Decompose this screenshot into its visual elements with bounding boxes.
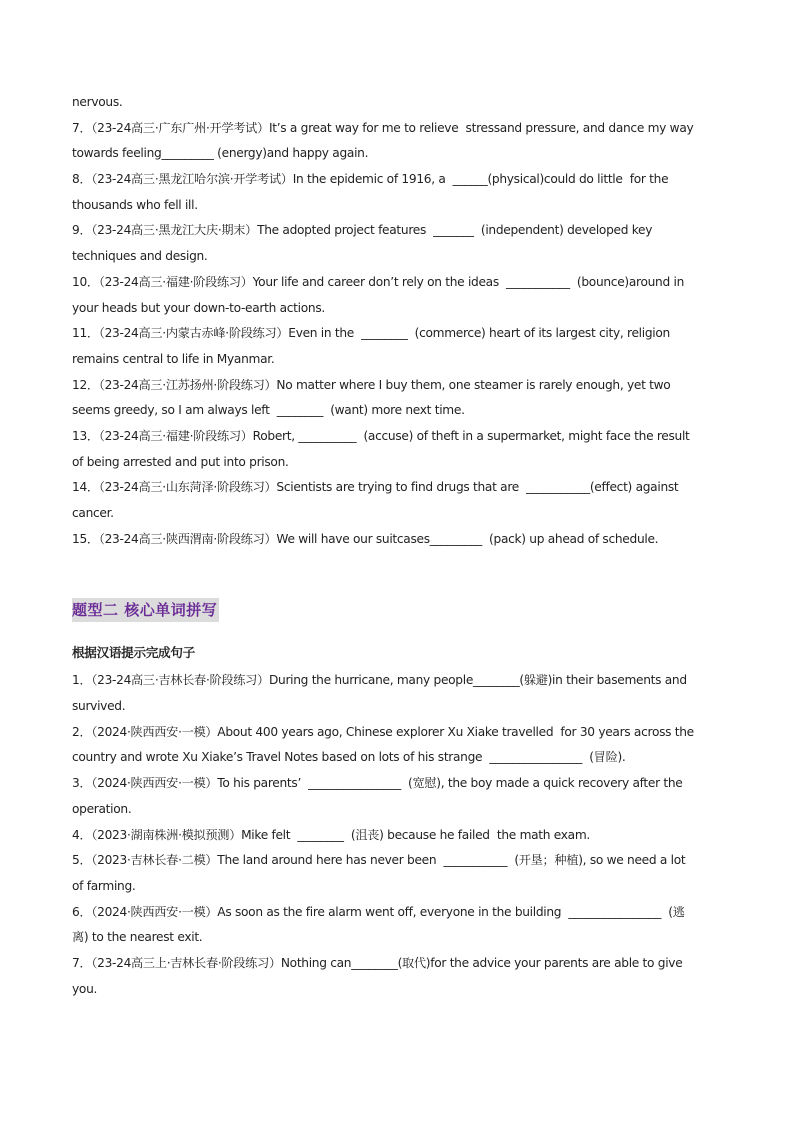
text-line: seems greedy, so I am always left ________ (want) more next time.	[72, 403, 465, 418]
exercise-list-part2	[72, 668, 724, 1002]
text-line: techniques and design.	[72, 249, 208, 264]
question-7: 7．（23-24高三·广东广州·开学考试）It’s a great way for me to relieve stressand pressure, and dance my way	[72, 120, 694, 135]
question-12: 12．（23-24高三·江苏扬州·阶段练习）No matter where I buy them, one steamer is rarely enough, yet two	[72, 377, 671, 392]
question-2: 2．（2024·陕西西安·一模）About 400 years ago, Chinese explorer Xu Xiake travelled for 30 years across the	[72, 724, 694, 739]
question-11: 11．（23-24高三·内蒙古赤峰·阶段练习）Even in the ________ (commerce) heart of its largest city, religion	[72, 326, 670, 341]
text-line: thousands who fell ill.	[72, 197, 198, 212]
text-line: of being arrested and put into prison.	[72, 454, 289, 469]
question-8: 8．（23-24高三·黑龙江哈尔滨·开学考试）In the epidemic of 1916, a ______(physical)could do little for the	[72, 172, 669, 187]
spacer	[72, 552, 724, 598]
section-heading	[72, 598, 724, 638]
exercise-list-part1	[72, 90, 724, 552]
text-line: you.	[72, 981, 98, 996]
text-line: operation.	[72, 801, 132, 816]
question-3: 3．（2024·陕西西安·一模）To his parents’ ________________ (宽慰), the boy made a quick recovery after the	[72, 776, 683, 791]
question-6: 6．（2024·陕西西安·一模）As soon as the fire alarm went off, everyone in the building ________________ (逃	[72, 904, 685, 919]
question-14: 14．（23-24高三·山东菏泽·阶段练习）Scientists are trying to find drugs that are ___________(effect) against	[72, 480, 679, 495]
text-line: remains central to life in Myanmar.	[72, 351, 275, 366]
question-13: 13．（23-24高三·福建·阶段练习）Robert, __________ (accuse) of theft in a supermarket, might face the result	[72, 428, 690, 443]
question-9: 9．（23-24高三·黑龙江大庆·期末）The adopted project features _______ (independent) developed key	[72, 223, 653, 238]
question-15: 15．（23-24高三·陕西渭南·阶段练习）We will have our suitcases_________ (pack) up ahead of schedule.	[72, 531, 659, 546]
text-line: country and wrote Xu Xiake’s Travel Notes based on lots of his strange ________________ (冒险).	[72, 750, 626, 765]
text-line: cancer.	[72, 506, 114, 520]
question-10: 10．（23-24高三·福建·阶段练习）Your life and career don’t rely on the ideas ___________ (bounce)around in	[72, 274, 684, 289]
question-5: 5．（2023·吉林长春·二模）The land around here has never been ___________ (开垦；种植), so we need a lot	[72, 853, 686, 868]
text-line: survived.	[72, 699, 126, 714]
section-instruction: 根据汉语提示完成句子	[72, 645, 195, 661]
section-title: 题型二 核心单词拼写	[72, 598, 219, 622]
text-line: nervous.	[72, 95, 123, 109]
text-line: of farming.	[72, 878, 136, 893]
text-line: your heads but your down-to-earth actions.	[72, 300, 325, 315]
page-content	[72, 90, 724, 1002]
question-7: 7．（23-24高三上·吉林长春·阶段练习）Nothing can________(取代)for the advice your parents are able to give	[72, 955, 683, 970]
text-line: towards feeling_________ (energy)and happy again.	[72, 146, 369, 161]
question-1: 1．（23-24高三·吉林长春·阶段练习）During the hurricane, many people________(躲避)in their basements and	[72, 673, 687, 688]
text-line: 离) to the nearest exit.	[72, 930, 203, 945]
question-4: 4．（2023·湖南株洲·模拟预测）Mike felt ________ (沮丧) because he failed the math exam.	[72, 827, 590, 842]
